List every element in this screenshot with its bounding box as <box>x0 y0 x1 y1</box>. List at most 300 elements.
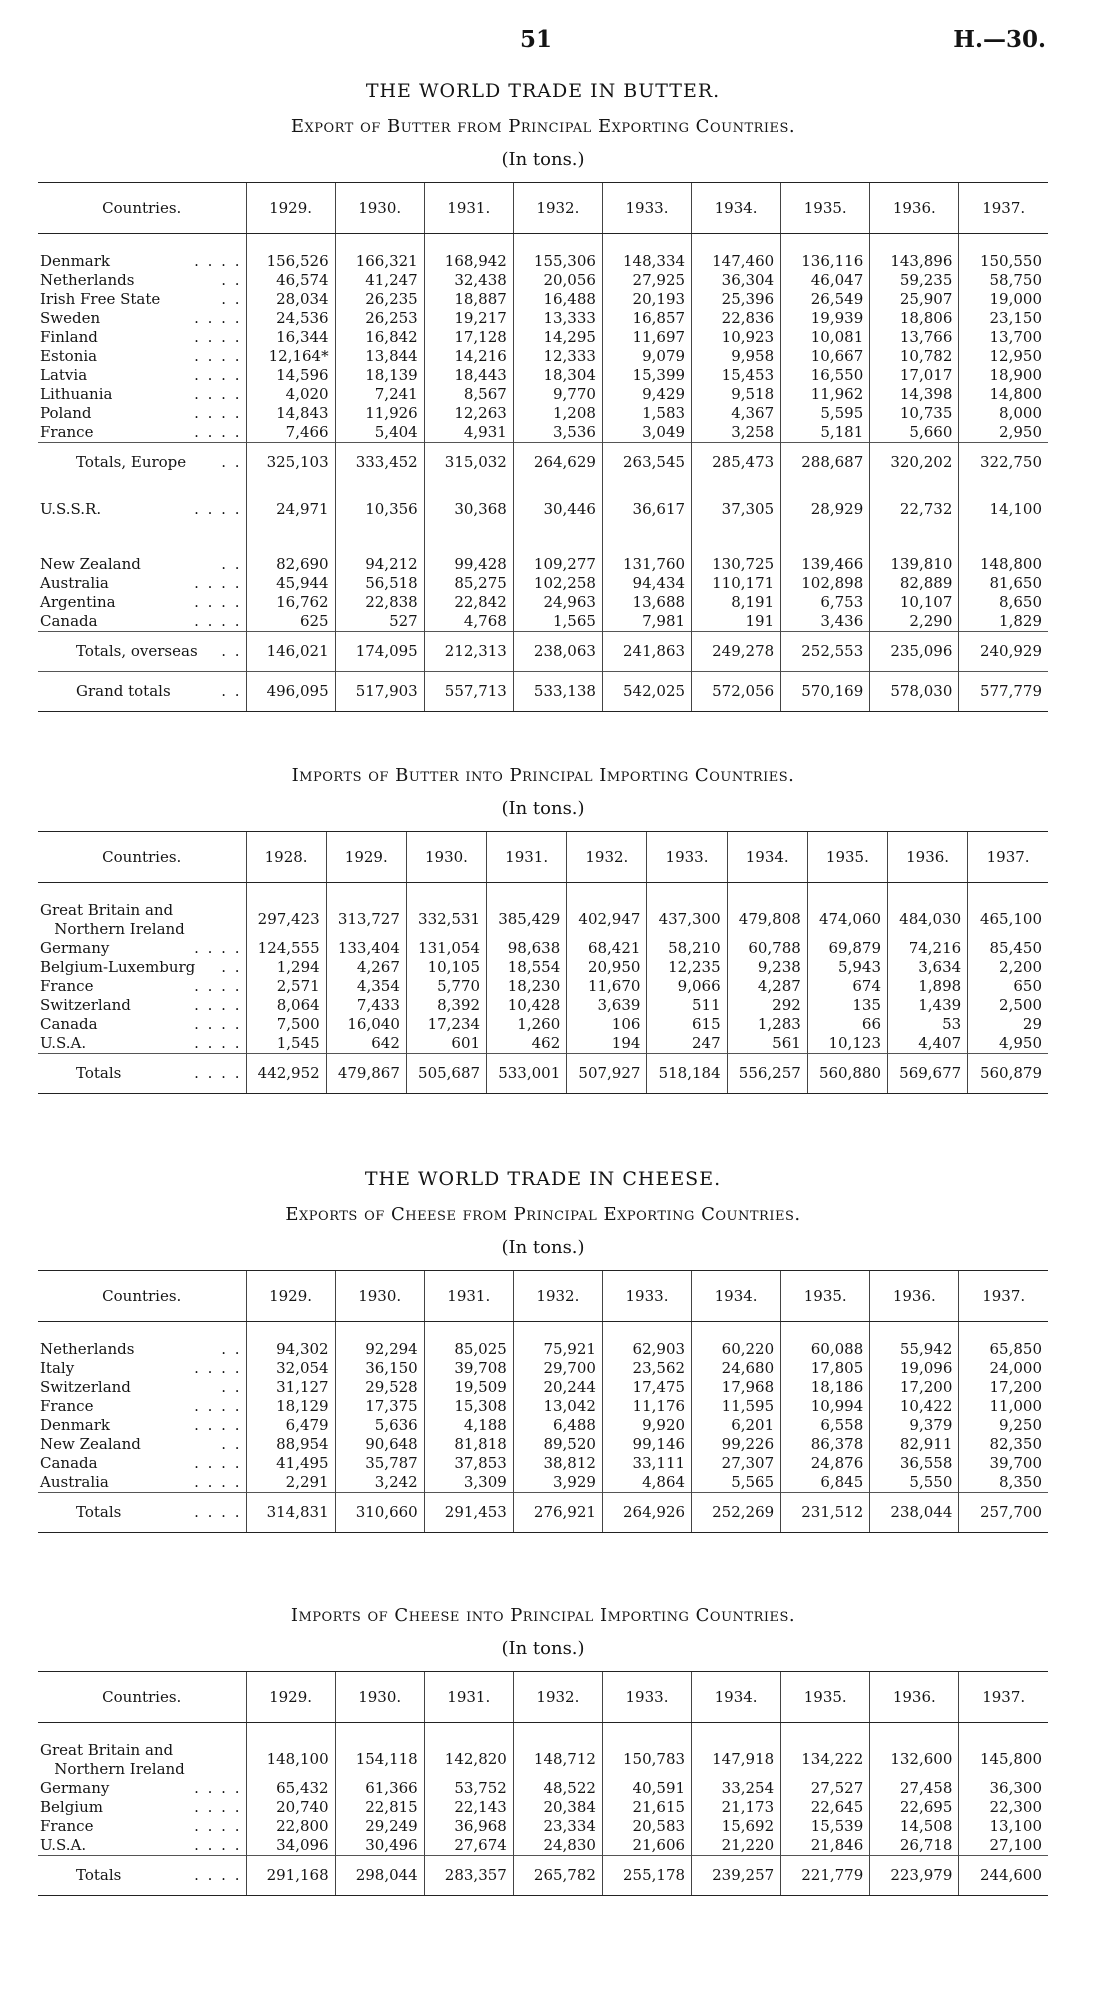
value-cell: 542,025 <box>602 671 691 711</box>
value-cell: 10,994 <box>781 1397 870 1416</box>
value-cell: 6,558 <box>781 1416 870 1435</box>
value-cell: 14,216 <box>424 347 513 366</box>
value-cell: 17,475 <box>602 1378 691 1397</box>
leader-dots: . . . . <box>194 384 242 403</box>
leader-dots: . . . . <box>194 1415 242 1434</box>
value-cell: 263,545 <box>602 442 691 482</box>
cheese-exports-section <box>38 1168 1048 1533</box>
value-cell: 5,636 <box>335 1416 424 1435</box>
value-cell: 34,096 <box>246 1836 335 1856</box>
country-name: Switzerland <box>40 995 131 1014</box>
country-cell <box>38 1053 246 1093</box>
value-cell: 26,549 <box>781 290 870 309</box>
year-header: 1929. <box>246 1271 335 1322</box>
table-row <box>38 309 1048 328</box>
country-name: Irish Free State <box>40 289 161 308</box>
value-cell: 33,111 <box>602 1454 691 1473</box>
country-name: U.S.A. <box>40 1033 87 1052</box>
value-cell: 22,695 <box>870 1798 959 1817</box>
value-cell: 21,615 <box>602 1798 691 1817</box>
spacer-cell <box>692 537 781 555</box>
value-cell: 465,100 <box>968 901 1048 939</box>
value-cell: 53,752 <box>424 1779 513 1798</box>
value-cell: 13,766 <box>870 328 959 347</box>
year-header: 1931. <box>424 183 513 234</box>
value-cell: 60,220 <box>692 1340 781 1359</box>
value-cell: 507,927 <box>567 1053 647 1093</box>
value-cell: 27,100 <box>959 1836 1048 1856</box>
value-cell: 9,429 <box>602 385 691 404</box>
value-cell: 5,660 <box>870 423 959 443</box>
value-cell: 276,921 <box>513 1492 602 1532</box>
country-cell <box>38 1397 246 1416</box>
value-cell: 9,079 <box>602 347 691 366</box>
value-cell: 7,433 <box>326 996 406 1015</box>
value-cell: 18,554 <box>487 958 567 977</box>
value-cell: 288,687 <box>781 442 870 482</box>
value-cell: 60,088 <box>781 1340 870 1359</box>
value-cell: 23,150 <box>959 309 1048 328</box>
value-cell: 191 <box>692 612 781 632</box>
table-row <box>38 1817 1048 1836</box>
country-name: Latvia <box>40 365 88 384</box>
country-name: France <box>40 1396 94 1415</box>
leader-dots: . . . . <box>194 365 242 384</box>
country-cell <box>38 271 246 290</box>
leader-dots: . . <box>221 641 242 660</box>
year-header: 1935. <box>781 1672 870 1723</box>
value-cell: 10,105 <box>406 958 486 977</box>
spacer-row <box>38 537 1048 555</box>
value-cell: 40,591 <box>602 1779 691 1798</box>
value-cell: 5,565 <box>692 1473 781 1493</box>
country-cell <box>38 1454 246 1473</box>
year-header: 1937. <box>959 1271 1048 1322</box>
value-cell: 15,692 <box>692 1817 781 1836</box>
country-name: Totals <box>76 1063 122 1082</box>
country-name: Italy <box>40 1358 75 1377</box>
value-cell: 4,354 <box>326 977 406 996</box>
value-cell: 27,674 <box>424 1836 513 1856</box>
value-cell: 26,235 <box>335 290 424 309</box>
country-cell <box>38 1779 246 1798</box>
year-header: 1932. <box>513 183 602 234</box>
year-header: 1930. <box>335 1271 424 1322</box>
butter-exports-subtitle: Export of Butter from Principal Exporting Countries. <box>290 116 796 137</box>
value-cell: 155,306 <box>513 252 602 271</box>
table-row <box>38 1034 1048 1054</box>
value-cell: 139,810 <box>870 555 959 574</box>
country-cell <box>38 901 246 939</box>
value-cell: 322,750 <box>959 442 1048 482</box>
cheese-exports-table <box>38 1270 1048 1533</box>
table-row <box>38 612 1048 632</box>
value-cell: 58,210 <box>647 939 727 958</box>
country-cell <box>38 1855 246 1895</box>
value-cell: 31,127 <box>246 1378 335 1397</box>
leader-dots: . . . . <box>194 1816 242 1835</box>
value-cell: 221,779 <box>781 1855 870 1895</box>
value-cell: 479,867 <box>326 1053 406 1093</box>
country-cell <box>38 1473 246 1493</box>
value-cell: 156,526 <box>246 252 335 271</box>
value-cell: 85,025 <box>424 1340 513 1359</box>
value-cell: 560,880 <box>807 1053 887 1093</box>
country-name: France <box>40 1816 94 1835</box>
value-cell: 21,846 <box>781 1836 870 1856</box>
spacer-cell <box>513 234 602 252</box>
butter-imports-subtitle: Imports of Butter into Principal Importing Countries. <box>291 765 795 786</box>
value-cell: 28,034 <box>246 290 335 309</box>
value-cell: 150,783 <box>602 1741 691 1779</box>
value-cell: 4,407 <box>888 1034 968 1054</box>
totals-row <box>38 1492 1048 1532</box>
spacer-cell <box>424 519 513 537</box>
value-cell: 1,583 <box>602 404 691 423</box>
value-cell: 291,168 <box>246 1855 335 1895</box>
spacer-cell <box>424 234 513 252</box>
spacer-cell <box>781 1723 870 1741</box>
country-name: Grand totals <box>76 681 171 700</box>
butter-imports-section <box>38 765 1048 1094</box>
table-row <box>38 939 1048 958</box>
value-cell: 46,047 <box>781 271 870 290</box>
value-cell: 1,294 <box>246 958 326 977</box>
value-cell: 61,366 <box>335 1779 424 1798</box>
spacer-cell <box>38 883 246 901</box>
spacer-cell <box>335 537 424 555</box>
value-cell: 578,030 <box>870 671 959 711</box>
value-cell: 314,831 <box>246 1492 335 1532</box>
value-cell: 99,226 <box>692 1435 781 1454</box>
value-cell: 7,241 <box>335 385 424 404</box>
year-header: 1928. <box>246 832 326 883</box>
value-cell: 15,308 <box>424 1397 513 1416</box>
value-cell: 75,921 <box>513 1340 602 1359</box>
document-reference: H.—30. <box>953 26 1046 53</box>
country-cell <box>38 555 246 574</box>
value-cell: 12,164* <box>246 347 335 366</box>
value-cell: 29,249 <box>335 1817 424 1836</box>
country-name: U.S.A. <box>40 1835 87 1854</box>
spacer-cell <box>246 537 335 555</box>
value-cell: 5,404 <box>335 423 424 443</box>
value-cell: 402,947 <box>567 901 647 939</box>
value-cell: 69,879 <box>807 939 887 958</box>
value-cell: 240,929 <box>959 631 1048 671</box>
value-cell: 32,054 <box>246 1359 335 1378</box>
value-cell: 37,853 <box>424 1454 513 1473</box>
value-cell: 674 <box>807 977 887 996</box>
country-cell <box>38 612 246 632</box>
leader-dots: . . . . <box>194 1472 242 1491</box>
value-cell: 18,139 <box>335 366 424 385</box>
value-cell: 238,063 <box>513 631 602 671</box>
spacer-cell <box>246 519 335 537</box>
value-cell: 2,290 <box>870 612 959 632</box>
cheese-exports-subtitle: Exports of Cheese from Principal Exporting Countries. <box>285 1204 801 1225</box>
value-cell: 20,056 <box>513 271 602 290</box>
value-cell: 22,645 <box>781 1798 870 1817</box>
country-cell <box>38 252 246 271</box>
value-cell: 22,800 <box>246 1817 335 1836</box>
totals-row <box>38 631 1048 671</box>
value-cell: 9,920 <box>602 1416 691 1435</box>
value-cell: 238,044 <box>870 1492 959 1532</box>
value-cell: 505,687 <box>406 1053 486 1093</box>
value-cell: 174,095 <box>335 631 424 671</box>
value-cell: 27,307 <box>692 1454 781 1473</box>
spacer-row <box>38 883 1048 901</box>
value-cell: 442,952 <box>246 1053 326 1093</box>
table-row <box>38 1359 1048 1378</box>
value-cell: 166,321 <box>335 252 424 271</box>
value-cell: 18,806 <box>870 309 959 328</box>
value-cell: 4,768 <box>424 612 513 632</box>
spacer-cell <box>38 234 246 252</box>
table-row <box>38 1378 1048 1397</box>
leader-dots: . . <box>221 1339 242 1358</box>
value-cell: 3,536 <box>513 423 602 443</box>
value-cell: 1,565 <box>513 612 602 632</box>
value-cell: 20,950 <box>567 958 647 977</box>
value-cell: 16,762 <box>246 593 335 612</box>
value-cell: 11,962 <box>781 385 870 404</box>
spacer-cell <box>692 234 781 252</box>
value-cell: 20,384 <box>513 1798 602 1817</box>
value-cell: 527 <box>335 612 424 632</box>
country-cell <box>38 1836 246 1856</box>
spacer-cell <box>959 1322 1048 1340</box>
value-cell: 11,595 <box>692 1397 781 1416</box>
year-header: 1931. <box>424 1672 513 1723</box>
country-cell <box>38 1817 246 1836</box>
value-cell: 18,887 <box>424 290 513 309</box>
value-cell: 22,842 <box>424 593 513 612</box>
value-cell: 572,056 <box>692 671 781 711</box>
value-cell: 131,760 <box>602 555 691 574</box>
value-cell: 257,700 <box>959 1492 1048 1532</box>
value-cell: 7,981 <box>602 612 691 632</box>
value-cell: 130,725 <box>692 555 781 574</box>
value-cell: 20,244 <box>513 1378 602 1397</box>
leader-dots: . . . . <box>194 1358 242 1377</box>
value-cell: 313,727 <box>326 901 406 939</box>
leader-dots: . . . . <box>194 995 242 1014</box>
leader-dots: . . . . <box>194 308 242 327</box>
value-cell: 4,950 <box>968 1034 1048 1054</box>
value-cell: 58,750 <box>959 271 1048 290</box>
butter-imports-unit: (In tons.) <box>501 798 585 819</box>
table-row <box>38 423 1048 443</box>
value-cell: 17,200 <box>870 1378 959 1397</box>
spacer-cell <box>246 1322 335 1340</box>
value-cell: 146,021 <box>246 631 335 671</box>
value-cell: 249,278 <box>692 631 781 671</box>
value-cell: 3,309 <box>424 1473 513 1493</box>
spacer-cell <box>602 234 691 252</box>
value-cell: 33,254 <box>692 1779 781 1798</box>
value-cell: 36,617 <box>602 500 691 519</box>
value-cell: 2,200 <box>968 958 1048 977</box>
value-cell: 18,129 <box>246 1397 335 1416</box>
country-cell <box>38 958 246 977</box>
spacer-cell <box>647 883 727 901</box>
year-header: 1936. <box>888 832 968 883</box>
value-cell: 86,378 <box>781 1435 870 1454</box>
value-cell: 68,421 <box>567 939 647 958</box>
totals-row <box>38 1855 1048 1895</box>
value-cell: 41,495 <box>246 1454 335 1473</box>
leader-dots: . . . . <box>194 1778 242 1797</box>
leader-dots: . . . . <box>194 499 242 518</box>
value-cell: 2,571 <box>246 977 326 996</box>
value-cell: 569,677 <box>888 1053 968 1093</box>
value-cell: 131,054 <box>406 939 486 958</box>
spacer-cell <box>326 883 406 901</box>
country-cell <box>38 366 246 385</box>
table-row <box>38 252 1048 271</box>
value-cell: 9,958 <box>692 347 781 366</box>
value-cell: 265,782 <box>513 1855 602 1895</box>
value-cell: 247 <box>647 1034 727 1054</box>
leader-dots: . . . . <box>194 422 242 441</box>
value-cell: 65,850 <box>959 1340 1048 1359</box>
value-cell: 310,660 <box>335 1492 424 1532</box>
value-cell: 85,275 <box>424 574 513 593</box>
spacer-cell <box>335 1322 424 1340</box>
value-cell: 74,216 <box>888 939 968 958</box>
value-cell: 26,253 <box>335 309 424 328</box>
value-cell: 18,186 <box>781 1378 870 1397</box>
year-header: 1929. <box>246 183 335 234</box>
value-cell: 10,923 <box>692 328 781 347</box>
spacer-cell <box>246 883 326 901</box>
value-cell: 285,473 <box>692 442 781 482</box>
value-cell: 4,267 <box>326 958 406 977</box>
butter-exports-table <box>38 182 1048 712</box>
value-cell: 11,697 <box>602 328 691 347</box>
value-cell: 8,650 <box>959 593 1048 612</box>
country-name: Finland <box>40 327 98 346</box>
value-cell: 17,234 <box>406 1015 486 1034</box>
country-cell <box>38 1034 246 1054</box>
spacer-cell <box>513 537 602 555</box>
table-row <box>38 958 1048 977</box>
spacer-cell <box>487 883 567 901</box>
value-cell: 9,250 <box>959 1416 1048 1435</box>
value-cell: 4,367 <box>692 404 781 423</box>
totals-row <box>38 1053 1048 1093</box>
value-cell: 4,188 <box>424 1416 513 1435</box>
spacer-cell <box>335 234 424 252</box>
spacer-row <box>38 1322 1048 1340</box>
butter-trade-title: THE WORLD TRADE IN BUTTER. <box>365 80 721 102</box>
value-cell: 570,169 <box>781 671 870 711</box>
table-row <box>38 1416 1048 1435</box>
value-cell: 8,000 <box>959 404 1048 423</box>
value-cell: 23,562 <box>602 1359 691 1378</box>
spacer-cell <box>692 1723 781 1741</box>
value-cell: 94,212 <box>335 555 424 574</box>
value-cell: 10,667 <box>781 347 870 366</box>
value-cell: 9,238 <box>727 958 807 977</box>
value-cell: 244,600 <box>959 1855 1048 1895</box>
value-cell: 55,942 <box>870 1340 959 1359</box>
value-cell: 27,925 <box>602 271 691 290</box>
country-name: Great Britain and Northern Ireland <box>40 1740 185 1778</box>
value-cell: 18,900 <box>959 366 1048 385</box>
spacer-cell <box>38 482 246 500</box>
value-cell: 38,812 <box>513 1454 602 1473</box>
value-cell: 5,943 <box>807 958 887 977</box>
value-cell: 14,800 <box>959 385 1048 404</box>
value-cell: 10,428 <box>487 996 567 1015</box>
year-header: 1935. <box>781 1271 870 1322</box>
value-cell: 5,550 <box>870 1473 959 1493</box>
value-cell: 320,202 <box>870 442 959 482</box>
value-cell: 81,818 <box>424 1435 513 1454</box>
value-cell: 13,042 <box>513 1397 602 1416</box>
table-row <box>38 385 1048 404</box>
value-cell: 235,096 <box>870 631 959 671</box>
country-name: Netherlands <box>40 1339 135 1358</box>
value-cell: 16,857 <box>602 309 691 328</box>
spacer-cell <box>781 482 870 500</box>
value-cell: 4,020 <box>246 385 335 404</box>
value-cell: 22,836 <box>692 309 781 328</box>
value-cell: 5,181 <box>781 423 870 443</box>
country-cell <box>38 1798 246 1817</box>
value-cell: 17,968 <box>692 1378 781 1397</box>
value-cell: 25,396 <box>692 290 781 309</box>
value-cell: 12,263 <box>424 404 513 423</box>
value-cell: 21,220 <box>692 1836 781 1856</box>
value-cell: 45,944 <box>246 574 335 593</box>
country-name: Switzerland <box>40 1377 131 1396</box>
spacer-cell <box>888 883 968 901</box>
table-row <box>38 555 1048 574</box>
leader-dots: . . . . <box>194 1502 242 1521</box>
year-header: 1934. <box>692 183 781 234</box>
value-cell: 2,291 <box>246 1473 335 1493</box>
value-cell: 89,520 <box>513 1435 602 1454</box>
value-cell: 14,596 <box>246 366 335 385</box>
table-row <box>38 1473 1048 1493</box>
country-name: Totals <box>76 1865 122 1884</box>
value-cell: 30,446 <box>513 500 602 519</box>
value-cell: 1,898 <box>888 977 968 996</box>
value-cell: 9,770 <box>513 385 602 404</box>
leader-dots: . . <box>221 289 242 308</box>
table-row <box>38 347 1048 366</box>
leader-dots: . . . . <box>194 403 242 422</box>
totals-row <box>38 442 1048 482</box>
table-row <box>38 1340 1048 1359</box>
value-cell: 26,718 <box>870 1836 959 1856</box>
table-row <box>38 1741 1048 1779</box>
spacer-cell <box>335 482 424 500</box>
value-cell: 23,334 <box>513 1817 602 1836</box>
value-cell: 4,287 <box>727 977 807 996</box>
country-cell <box>38 423 246 443</box>
value-cell: 9,379 <box>870 1416 959 1435</box>
spacer-cell <box>870 1322 959 1340</box>
value-cell: 20,193 <box>602 290 691 309</box>
value-cell: 1,208 <box>513 404 602 423</box>
spacer-cell <box>692 1322 781 1340</box>
value-cell: 35,787 <box>335 1454 424 1473</box>
